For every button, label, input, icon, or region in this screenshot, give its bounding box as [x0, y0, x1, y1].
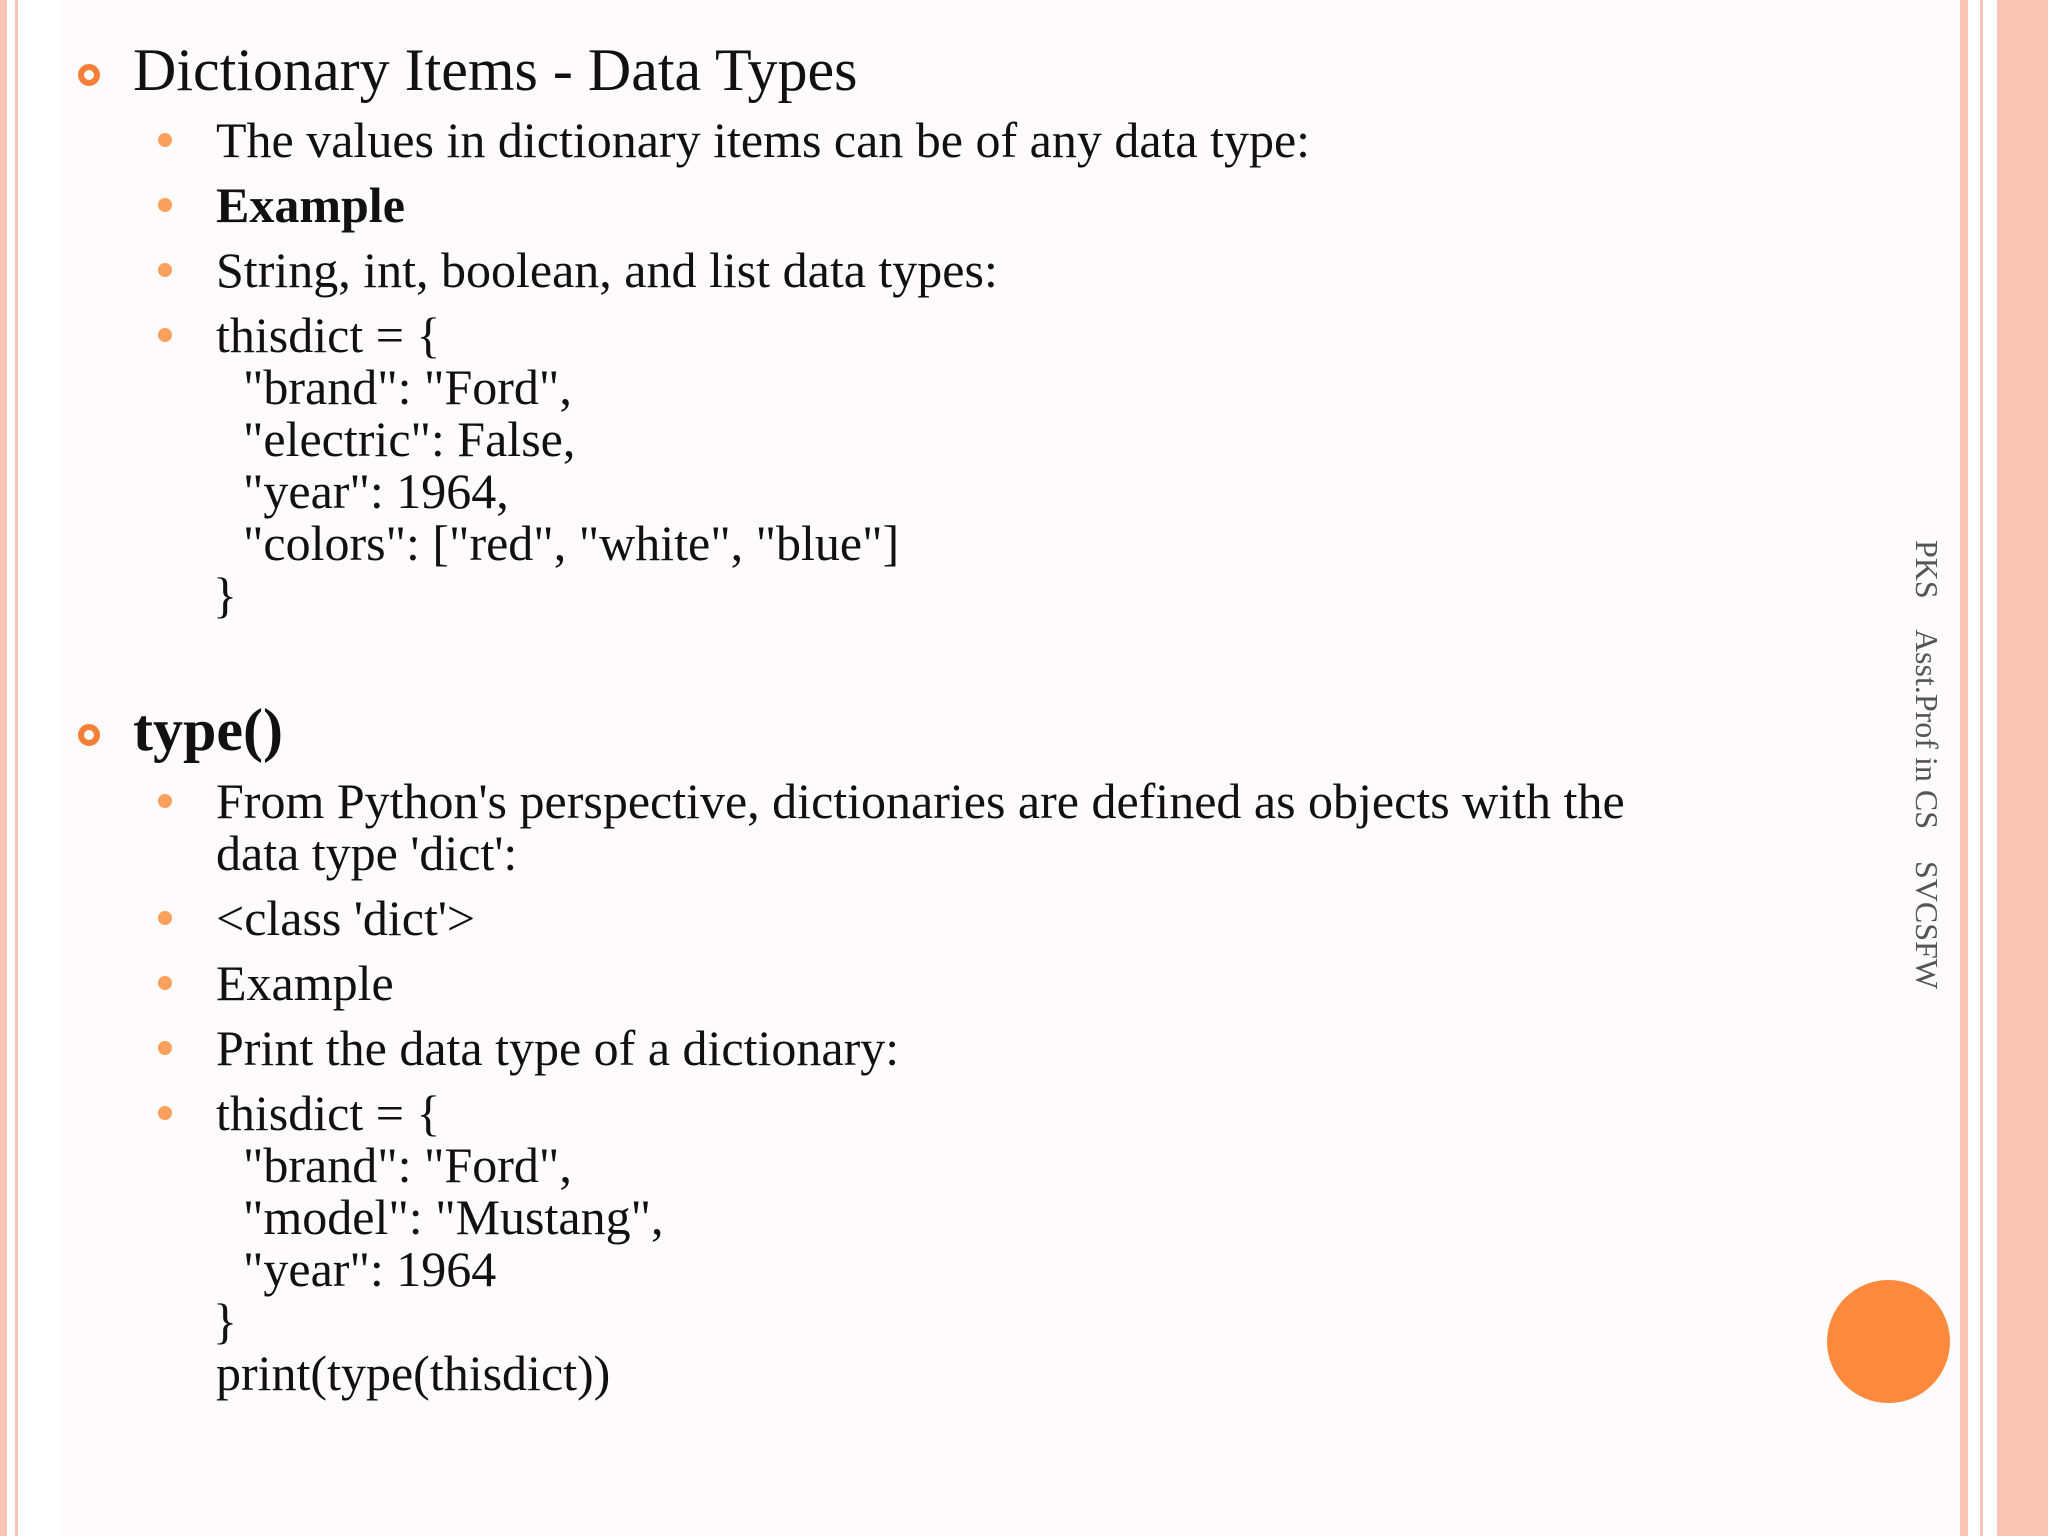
code-line: "model": "Mustang", — [243, 1189, 664, 1245]
code-line-print: print(type(thisdict)) — [216, 1345, 611, 1401]
section-heading-data-types: Dictionary Items - Data Types — [133, 37, 858, 103]
orange-circle-decoration — [1827, 1280, 1950, 1403]
bullet-text-print-type: Print the data type of a dictionary: — [216, 1020, 900, 1076]
code-line: "colors": ["red", "white", "blue"] — [243, 515, 900, 571]
bullet-text-types: String, int, boolean, and list data types: — [216, 242, 998, 298]
dot-bullet-icon — [158, 1106, 172, 1120]
dot-bullet-icon — [158, 911, 172, 925]
ring-bullet-icon — [78, 724, 100, 746]
dot-bullet-icon — [158, 328, 172, 342]
code-line: "brand": "Ford", — [243, 1137, 572, 1193]
bullet-text-perspective-cont: data type 'dict': — [216, 825, 518, 881]
code-line-dict-close: } — [213, 567, 237, 623]
code-line: "electric": False, — [243, 411, 576, 467]
code-line-dict-open: thisdict = { — [216, 1085, 441, 1141]
dot-bullet-icon — [158, 794, 172, 808]
vertical-footer-text: PKS Asst.Prof in CS SVCSFW — [1909, 540, 1945, 990]
code-line-dict-open: thisdict = { — [216, 307, 441, 363]
code-line: "year": 1964, — [243, 463, 509, 519]
code-line-dict-close: } — [213, 1293, 237, 1349]
bullet-text-class-dict: <class 'dict'> — [216, 890, 476, 946]
bullet-text-perspective: From Python's perspective, dictionaries are defined as objects with the — [216, 773, 1625, 829]
bullet-text-example: Example — [216, 955, 394, 1011]
frame-stripe-right-1 — [1960, 0, 1968, 1536]
frame-stripe-left-outer — [0, 0, 7, 1536]
bullet-text-values: The values in dictionary items can be of any data type: — [216, 112, 1311, 168]
frame-stripe-right-outer — [1997, 0, 2048, 1536]
code-line: "year": 1964 — [243, 1241, 497, 1297]
code-line: "brand": "Ford", — [243, 359, 572, 415]
dot-bullet-icon — [158, 133, 172, 147]
frame-gap-right-1 — [1968, 0, 1980, 1536]
dot-bullet-icon — [158, 263, 172, 277]
dot-bullet-icon — [158, 1041, 172, 1055]
bullet-text-example: Example — [216, 177, 405, 233]
frame-gap-right-2 — [1983, 0, 1997, 1536]
dot-bullet-icon — [158, 976, 172, 990]
section-heading-type: type() — [133, 697, 283, 763]
dot-bullet-icon — [158, 198, 172, 212]
ring-bullet-icon — [78, 64, 100, 86]
